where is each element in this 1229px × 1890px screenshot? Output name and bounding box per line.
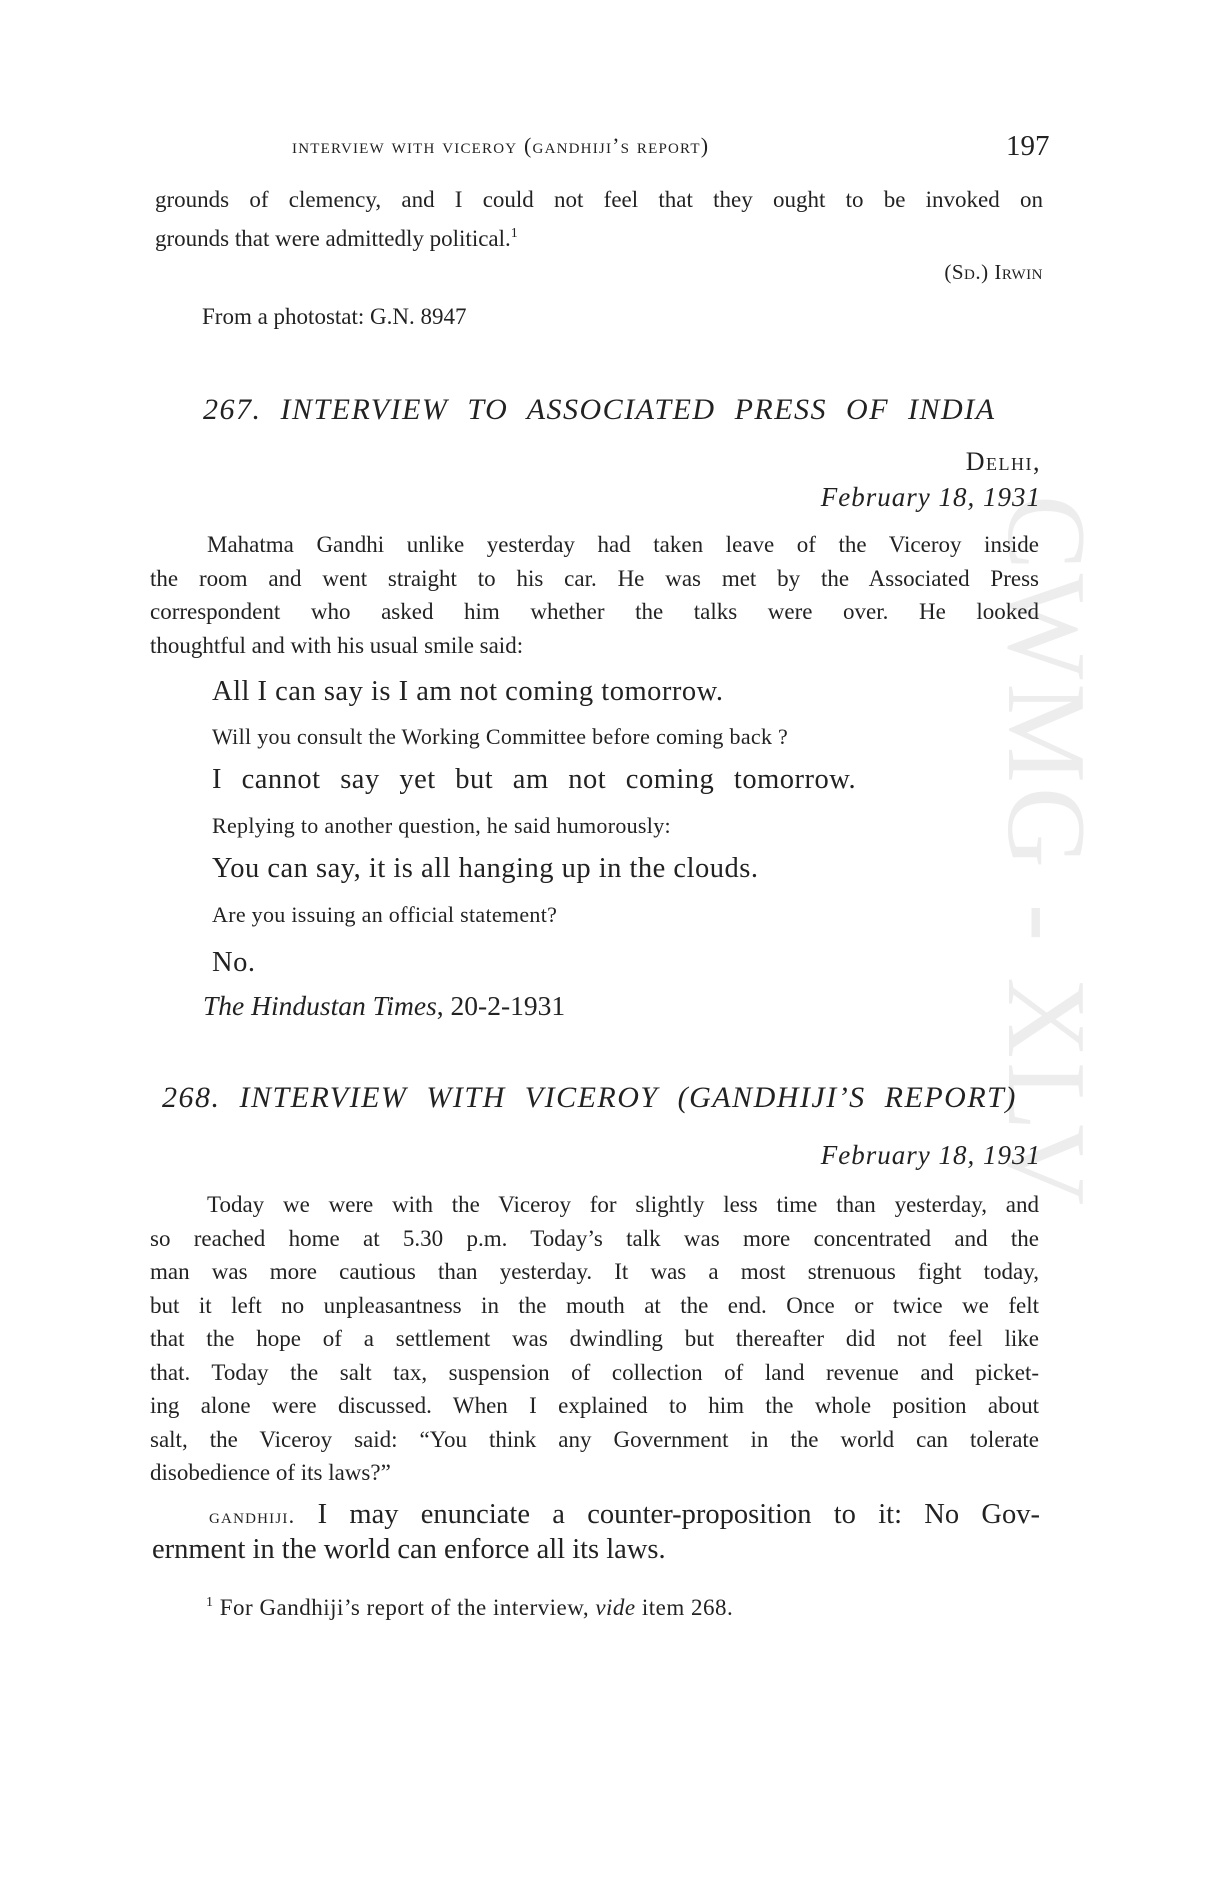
signature: (Sd.) Irwin: [944, 260, 1043, 284]
paragraph-line: man was more cautious than yesterday. It was a most strenuous fight today,: [150, 1259, 1039, 1284]
paragraph-line: that the hope of a settlement was dwindling but thereafter did not feel like: [150, 1326, 1039, 1351]
item-268-paragraph: [150, 1188, 1039, 1490]
item-267-paragraph: [150, 528, 1039, 662]
source-title: The Hindustan Times: [203, 990, 437, 1021]
paragraph-line: Mahatma Gandhi unlike yesterday had taken leave of the Viceroy inside: [207, 532, 1039, 557]
gandhiji-reply: [152, 1498, 1040, 1567]
dateline-place: Delhi,: [965, 447, 1041, 476]
source-citation: [203, 990, 565, 1022]
paragraph-line: so reached home at 5.30 p.m. Today’s talk was more concentrated and the: [150, 1225, 1039, 1251]
footnote-number: 1: [206, 1595, 214, 1610]
paragraph-line: disobedience of its laws?”: [150, 1460, 391, 1485]
dateline-date: February 18, 1931: [820, 482, 1041, 512]
answer-3: You can say, it is all hanging up in the clouds.: [212, 853, 759, 884]
item-heading-268: 268. INTERVIEW WITH VICEROY (GANDHIJI’S REPORT): [162, 1081, 1017, 1114]
item-heading-267: 267. INTERVIEW TO ASSOCIATED PRESS OF INDIA: [203, 393, 996, 426]
paragraph-line: that. Today the salt tax, suspension of collection of land revenue and picket-: [150, 1359, 1039, 1385]
answer-1: All I can say is I am not coming tomorrow.: [212, 676, 724, 707]
paragraph-line: thoughtful and with his usual smile said:: [150, 632, 524, 658]
continuation-paragraph: [155, 183, 1043, 255]
answer-2: I cannot say yet but am not coming tomorrow.: [212, 764, 857, 795]
question-3: Replying to another question, he said humorously:: [212, 813, 671, 838]
answer-4: No.: [212, 947, 256, 978]
watermark: CWMG - XLV: [984, 495, 1108, 1210]
running-head: interview with viceroy (gandhiji’s report): [292, 133, 710, 158]
source-date: , 20-2-1931: [436, 990, 566, 1021]
paragraph-line: Today we were with the Viceroy for slightly less time than yesterday, and: [207, 1192, 1039, 1217]
paragraph-line: ing alone were discussed. When I explained to him the whole position about: [150, 1393, 1039, 1418]
footnote: $^1$ For Gandhiji’s report of the interview, vide item 268.: [206, 1595, 734, 1620]
paragraph-line: but it left no unpleasantness in the mouth at the end. Once or twice we felt: [150, 1292, 1039, 1318]
question-2: Will you consult the Working Committee before coming back ?: [212, 724, 789, 749]
paragraph-line: ernment in the world can enforce all its laws.: [152, 1534, 666, 1565]
page-number: 197: [1006, 130, 1050, 162]
paragraph-line: salt, the Viceroy said: “You think any Government in the world can tolerate: [150, 1426, 1039, 1452]
paragraph-line: gandhiji. I may enunciate a counter-proposition to it: No Gov-: [209, 1499, 1041, 1530]
speaker-label: gandhiji.: [209, 1503, 296, 1528]
question-4: Are you issuing an official statement?: [212, 902, 558, 927]
footnote-ref: 1: [510, 225, 518, 241]
paragraph-line: grounds of clemency, and I could not feel that they ought to be invoked on: [155, 187, 1043, 212]
paragraph-line: correspondent who asked him whether the talks were over. He looked: [150, 599, 1039, 624]
source-note: From a photostat: G.N. 8947: [202, 304, 467, 329]
vide-word: vide: [595, 1595, 636, 1620]
paragraph-line: grounds that were admittedly political.$^1$: [155, 225, 518, 251]
paragraph-line: the room and went straight to his car. He was met by the Associated Press: [150, 565, 1039, 591]
dateline-date: February 18, 1931: [820, 1140, 1041, 1170]
